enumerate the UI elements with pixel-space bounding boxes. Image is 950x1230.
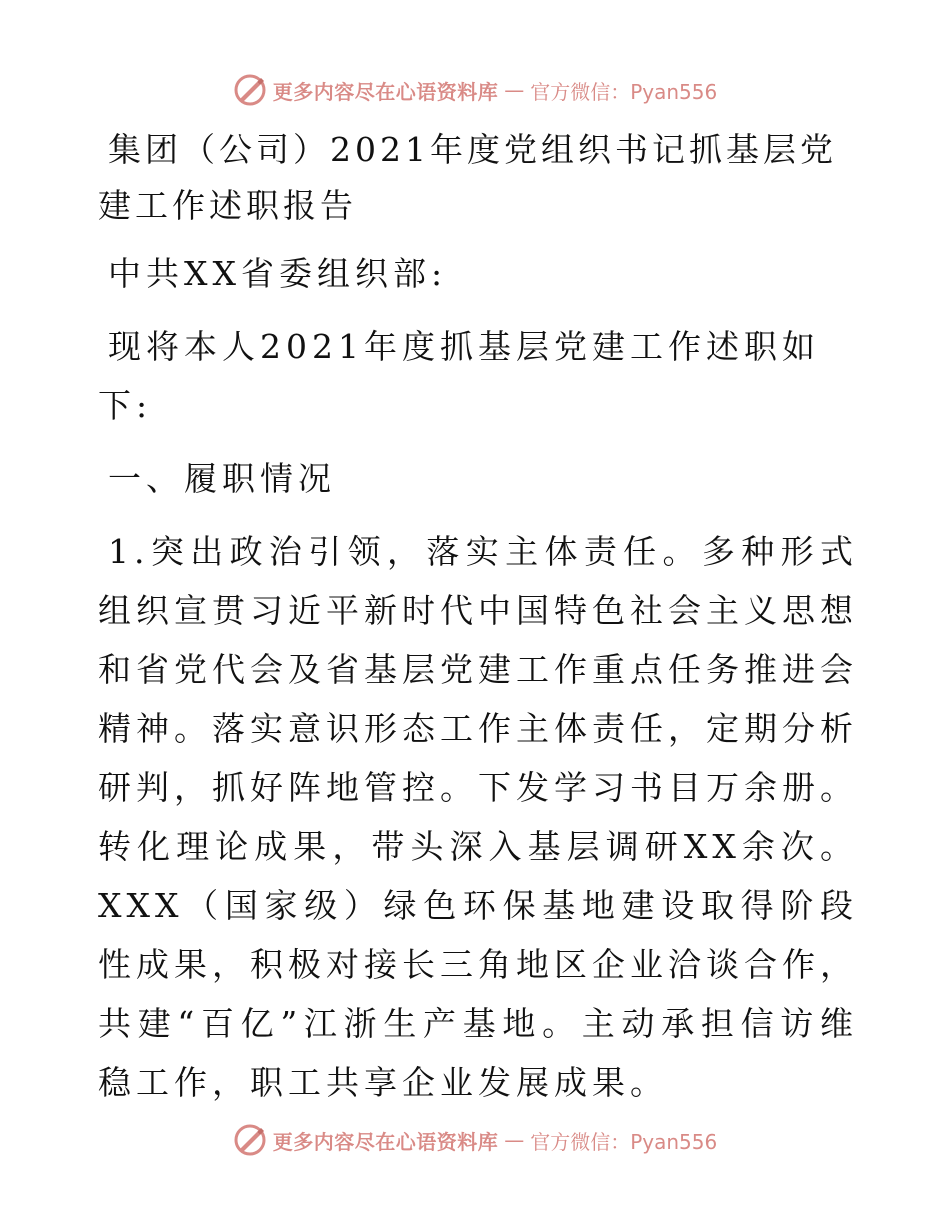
addressee: 中共XX省委组织部: — [108, 254, 448, 293]
document-title: 集团（公司）2021年度党组织书记抓基层党建工作述职报告 — [98, 130, 837, 225]
section-heading: 一、履职情况 — [108, 459, 336, 498]
watermark-footer — [0, 1120, 950, 1160]
watermark-separator: — — [504, 78, 525, 102]
document-body — [98, 122, 858, 1112]
watermark-contact: 官方微信：Pyan556 — [530, 79, 718, 104]
pen-logo-icon — [233, 73, 267, 107]
pen-logo-icon — [233, 1123, 267, 1157]
watermark-separator: — — [504, 1128, 525, 1152]
watermark-text: 更多内容尽在心语资料库 — [272, 1129, 499, 1154]
watermark-text: 更多内容尽在心语资料库 — [272, 79, 499, 104]
intro-paragraph: 现将本人2021年度抓基层党建工作述职如下: — [98, 327, 820, 425]
item-1-paragraph: 1.突出政治引领，落实主体责任。多种形式组织宣贯习近平新时代中国特色社会主义思想和省党代会及省基层党建工作重点任务推进会精神。落实意识形态工作主体责任，定期分析研判，抓好阵地管控。下发学习书目万余册。转化理论成果，带头深入基层调研XX余次。XXX（国家级）绿色环保基地建设取得阶段性成果，积极对接长三角地区企业洽谈合作，共建“百亿”江浙生产基地。主动承担信访维稳工作，职工共享企业发展成果。 — [98, 532, 858, 1102]
watermark-contact: 官方微信：Pyan556 — [530, 1129, 718, 1154]
watermark-header — [0, 70, 950, 110]
